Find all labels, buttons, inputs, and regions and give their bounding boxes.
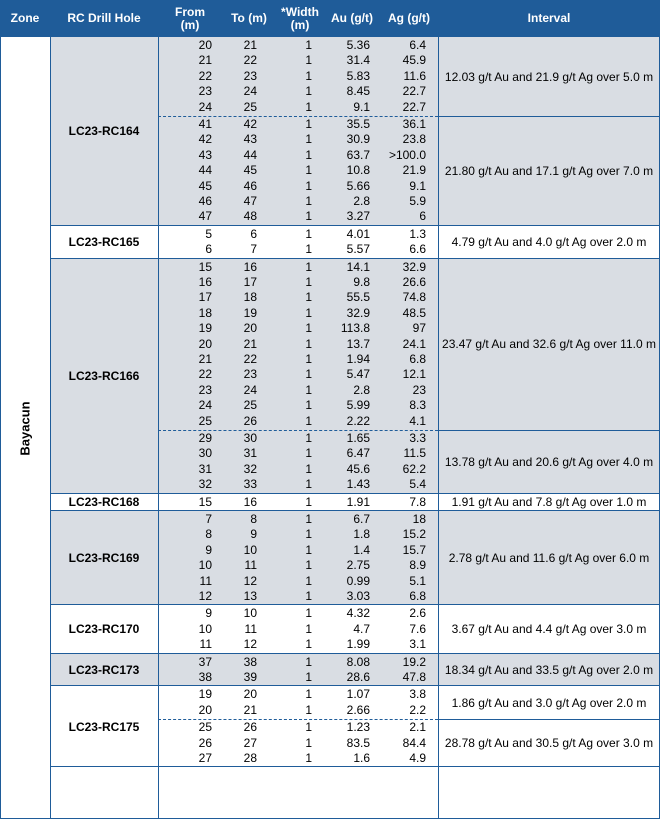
cell-to: 27: [243, 735, 257, 750]
interval-summary: 23.47 g/t Au and 32.6 g/t Ag over 11.0 m: [442, 337, 656, 352]
cell-from: 38: [198, 670, 212, 684]
cell-au: 2.8: [353, 382, 370, 397]
cell-from: 29: [198, 431, 212, 445]
header-from: From (m): [158, 0, 222, 37]
cell-from: 10: [198, 558, 212, 573]
cell-ag: 5.4: [409, 477, 426, 492]
cell-to: 28: [243, 751, 257, 765]
cell-au: 28.6: [346, 670, 370, 684]
cell-width: 1: [305, 163, 312, 178]
cell-to: 19: [243, 305, 257, 320]
cell-width: 1: [305, 68, 312, 83]
cell-width: 1: [305, 670, 312, 684]
cell-from: 6: [205, 242, 212, 257]
cell-ag: 23: [412, 382, 426, 397]
cell-au: 5.36: [346, 38, 370, 52]
header-interval: Interval: [438, 0, 660, 37]
cell-width: 1: [305, 702, 312, 717]
cell-from: 23: [198, 84, 212, 99]
cell-au: 5.47: [346, 367, 370, 382]
drill-hole-name: LC23-RC166: [68, 369, 140, 384]
interval-summary: 4.79 g/t Au and 4.0 g/t Ag over 2.0 m: [451, 235, 647, 250]
cell-to: 11: [244, 558, 257, 573]
cell-width: 1: [305, 53, 312, 68]
cell-width: 1: [305, 461, 312, 476]
cell-from: 45: [198, 178, 212, 193]
cell-width: 1: [305, 275, 312, 289]
cell-width: 1: [305, 290, 312, 305]
cell-ag: 2.6: [409, 606, 426, 621]
cell-ag: 32.9: [402, 259, 426, 274]
cell-width: 1: [305, 413, 312, 428]
drill-hole-name: LC23-RC165: [68, 235, 140, 250]
cell-from: 23: [198, 382, 212, 397]
cell-to: 25: [243, 398, 257, 413]
cell-width: 1: [305, 305, 312, 320]
cell-from: 10: [198, 621, 212, 636]
cell-to: 32: [243, 461, 257, 476]
header-rc-drill-hole: RC Drill Hole: [50, 0, 158, 37]
cell-au: 3.27: [346, 209, 370, 224]
cell-ag: 18: [412, 512, 426, 526]
cell-to: 6: [250, 226, 257, 241]
cell-width: 1: [305, 446, 312, 461]
cell-au: 14.1: [346, 259, 370, 274]
cell-au: 55.5: [346, 290, 370, 305]
cell-ag: 11.5: [403, 446, 426, 461]
cell-au: 9.8: [353, 275, 370, 289]
cell-au: 35.5: [346, 117, 370, 131]
cell-width: 1: [305, 494, 312, 509]
interval-summary: 21.80 g/t Au and 17.1 g/t Ag over 7.0 m: [444, 163, 654, 178]
cell-au: 4.01: [346, 226, 370, 241]
cell-from: 8: [205, 527, 212, 542]
cell-au: 1.23: [346, 720, 370, 735]
cell-au: 1.65: [346, 431, 370, 445]
header-zone: Zone: [0, 0, 50, 37]
interval-summary: 28.78 g/t Au and 30.5 g/t Ag over 3.0 m: [444, 736, 654, 751]
cell-to: 10: [243, 542, 257, 557]
cell-ag: 8.3: [409, 398, 426, 413]
cell-from: 11: [199, 573, 212, 588]
cell-ag: 6.8: [409, 352, 426, 366]
cell-to: 13: [243, 589, 257, 603]
cell-to: 10: [243, 606, 257, 621]
cell-to: 16: [243, 259, 257, 274]
cell-from: 20: [198, 336, 212, 351]
drill-hole-name: LC23-RC164: [68, 124, 140, 139]
cell-to: 48: [243, 209, 257, 224]
column-rule: [50, 37, 51, 819]
cell-to: 47: [243, 194, 257, 208]
cell-au: 10.8: [346, 163, 370, 178]
cell-au: 4.7: [353, 621, 370, 636]
header-ag: Ag (g/t): [380, 0, 438, 37]
cell-width: 1: [305, 558, 312, 573]
cell-ag: 3.8: [409, 687, 426, 702]
cell-width: 1: [305, 367, 312, 382]
cell-to: 9: [250, 527, 257, 542]
cell-ag: 12.1: [402, 367, 426, 382]
cell-width: 1: [305, 336, 312, 351]
cell-to: 21: [243, 336, 257, 351]
cell-au: 31.4: [346, 53, 370, 68]
cell-to: 39: [243, 670, 257, 684]
cell-au: 5.99: [346, 398, 370, 413]
cell-ag: 6.4: [409, 38, 426, 52]
cell-width: 1: [305, 720, 312, 735]
cell-to: 44: [243, 147, 257, 162]
cell-au: 8.45: [346, 84, 370, 99]
cell-width: 1: [305, 637, 312, 652]
cell-ag: 3.3: [409, 431, 426, 445]
cell-ag: 84.4: [402, 735, 426, 750]
zone-cell: [0, 37, 50, 819]
cell-from: 46: [198, 194, 212, 208]
cell-from: 16: [198, 275, 212, 289]
cell-width: 1: [305, 751, 312, 765]
drill-hole-name: LC23-RC175: [68, 719, 140, 734]
cell-ag: 97: [412, 321, 426, 336]
cell-ag: 22.7: [402, 84, 426, 99]
cell-ag: 5.9: [409, 194, 426, 208]
cell-width: 1: [305, 477, 312, 492]
cell-ag: 8.9: [409, 558, 426, 573]
cell-ag: 74.8: [402, 290, 426, 305]
cell-ag: 6.8: [409, 589, 426, 603]
cell-au: 5.66: [346, 178, 370, 193]
cell-width: 1: [305, 589, 312, 603]
drill-hole-name: LC23-RC170: [68, 622, 140, 637]
cell-to: 38: [243, 654, 257, 669]
column-rule: [438, 37, 439, 819]
drill-hole-name: LC23-RC169: [68, 551, 140, 566]
cell-ag: 21.9: [402, 163, 426, 178]
column-rule: [158, 37, 159, 819]
cell-to: 26: [243, 720, 257, 735]
cell-width: 1: [305, 542, 312, 557]
cell-from: 31: [198, 461, 212, 476]
cell-from: 5: [205, 226, 212, 241]
cell-from: 20: [198, 702, 212, 717]
cell-au: 2.8: [353, 194, 370, 208]
cell-width: 1: [305, 621, 312, 636]
cell-ag: 48.5: [402, 305, 426, 320]
cell-from: 15: [198, 259, 212, 274]
cell-to: 20: [243, 687, 257, 702]
cell-width: 1: [305, 321, 312, 336]
cell-au: 2.75: [346, 558, 370, 573]
cell-ag: 15.7: [402, 542, 426, 557]
cell-from: 17: [198, 290, 212, 305]
cell-width: 1: [305, 512, 312, 526]
cell-from: 9: [205, 542, 212, 557]
cell-to: 30: [243, 431, 257, 445]
cell-width: 1: [305, 382, 312, 397]
zone-label: Bayacun: [17, 400, 33, 456]
cell-au: 8.08: [346, 654, 370, 669]
cell-from: 15: [198, 494, 212, 509]
cell-width: 1: [305, 132, 312, 147]
cell-from: 24: [198, 99, 212, 114]
cell-ag: 4.1: [409, 413, 426, 428]
cell-ag: 15.2: [402, 527, 426, 542]
cell-ag: 24.1: [402, 336, 426, 351]
cell-ag: 9.1: [409, 178, 426, 193]
cell-ag: 3.1: [409, 637, 426, 652]
cell-width: 1: [305, 573, 312, 588]
cell-width: 1: [305, 84, 312, 99]
cell-from: 27: [198, 751, 212, 765]
header-width: *Width (m): [276, 0, 324, 37]
cell-width: 1: [305, 431, 312, 445]
cell-width: 1: [305, 178, 312, 193]
cell-to: 18: [243, 290, 257, 305]
cell-from: 12: [198, 589, 212, 603]
cell-ag: 22.7: [402, 99, 426, 114]
hole-divider: [50, 766, 660, 767]
cell-au: 32.9: [346, 305, 370, 320]
interval-summary: 1.91 g/t Au and 7.8 g/t Ag over 1.0 m: [451, 495, 647, 510]
cell-to: 17: [243, 275, 257, 289]
cell-ag: 6: [419, 209, 426, 224]
cell-au: 5.83: [346, 68, 370, 83]
cell-ag: 11.6: [403, 68, 426, 83]
cell-to: 25: [243, 99, 257, 114]
cell-to: 45: [243, 163, 257, 178]
cell-ag: 45.9: [402, 53, 426, 68]
cell-width: 1: [305, 99, 312, 114]
cell-ag: 23.8: [402, 132, 426, 147]
interval-summary: 18.34 g/t Au and 33.5 g/t Ag over 2.0 m: [444, 662, 654, 677]
cell-width: 1: [305, 194, 312, 208]
cell-to: 11: [244, 621, 257, 636]
cell-to: 26: [243, 413, 257, 428]
cell-width: 1: [305, 117, 312, 131]
cell-ag: 47.8: [402, 670, 426, 684]
cell-width: 1: [305, 259, 312, 274]
cell-from: 20: [198, 38, 212, 52]
cell-au: 1.8: [353, 527, 370, 542]
cell-to: 20: [243, 321, 257, 336]
cell-au: 9.1: [353, 99, 370, 114]
interval-summary: 3.67 g/t Au and 4.4 g/t Ag over 3.0 m: [451, 622, 647, 637]
cell-au: 1.99: [346, 637, 370, 652]
cell-from: 24: [198, 398, 212, 413]
cell-from: 19: [198, 687, 212, 702]
cell-au: 63.7: [346, 147, 370, 162]
cell-au: 1.94: [346, 352, 370, 366]
cell-au: 13.7: [346, 336, 370, 351]
cell-from: 21: [198, 352, 212, 366]
cell-from: 22: [198, 68, 212, 83]
cell-from: 25: [198, 720, 212, 735]
cell-ag: 19.2: [402, 654, 426, 669]
cell-to: 33: [243, 477, 257, 492]
interval-summary: 1.86 g/t Au and 3.0 g/t Ag over 2.0 m: [451, 695, 647, 710]
interval-summary: 12.03 g/t Au and 21.9 g/t Ag over 5.0 m: [444, 69, 654, 84]
cell-from: 18: [198, 305, 212, 320]
cell-au: 1.07: [346, 687, 370, 702]
cell-au: 2.22: [346, 413, 370, 428]
cell-au: 1.6: [353, 751, 370, 765]
cell-to: 12: [243, 637, 257, 652]
cell-width: 1: [305, 38, 312, 52]
cell-ag: 62.2: [402, 461, 426, 476]
cell-au: 113.8: [340, 321, 370, 336]
cell-to: 22: [243, 352, 257, 366]
cell-width: 1: [305, 527, 312, 542]
cell-ag: >100.0: [388, 147, 426, 162]
cell-au: 30.9: [346, 132, 370, 147]
cell-ag: 7.8: [409, 494, 426, 509]
cell-au: 3.03: [346, 589, 370, 603]
drill-hole-name: LC23-RC173: [68, 662, 140, 677]
cell-au: 6.47: [346, 446, 370, 461]
cell-to: 12: [243, 573, 257, 588]
cell-to: 8: [250, 512, 257, 526]
cell-to: 23: [243, 367, 257, 382]
cell-ag: 2.2: [409, 702, 426, 717]
cell-from: 22: [198, 367, 212, 382]
interval-summary: 13.78 g/t Au and 20.6 g/t Ag over 4.0 m: [444, 454, 654, 469]
cell-from: 41: [198, 117, 212, 131]
cell-from: 30: [198, 446, 212, 461]
cell-au: 0.99: [346, 573, 370, 588]
cell-ag: 36.1: [402, 117, 426, 131]
cell-ag: 5.1: [409, 573, 426, 588]
cell-to: 24: [243, 84, 257, 99]
cell-ag: 7.6: [409, 621, 426, 636]
interval-summary: 2.78 g/t Au and 11.6 g/t Ag over 6.0 m: [448, 551, 650, 566]
cell-to: 21: [243, 38, 257, 52]
cell-to: 7: [250, 242, 257, 257]
cell-width: 1: [305, 687, 312, 702]
cell-width: 1: [305, 352, 312, 366]
cell-width: 1: [305, 242, 312, 257]
cell-to: 22: [243, 53, 257, 68]
cell-ag: 26.6: [402, 275, 426, 289]
cell-from: 9: [205, 606, 212, 621]
cell-width: 1: [305, 398, 312, 413]
cell-width: 1: [305, 606, 312, 621]
header-to: To (m): [222, 0, 276, 37]
cell-to: 46: [243, 178, 257, 193]
cell-au: 5.57: [346, 242, 370, 257]
cell-from: 11: [199, 637, 212, 652]
left-border: [0, 37, 1, 819]
cell-from: 42: [198, 132, 212, 147]
cell-width: 1: [305, 147, 312, 162]
cell-ag: 4.9: [409, 751, 426, 765]
cell-width: 1: [305, 654, 312, 669]
cell-au: 1.43: [346, 477, 370, 492]
cell-to: 42: [243, 117, 257, 131]
cell-from: 26: [198, 735, 212, 750]
cell-from: 19: [198, 321, 212, 336]
cell-from: 37: [198, 654, 212, 669]
header-au: Au (g/t): [324, 0, 380, 37]
cell-width: 1: [305, 209, 312, 224]
cell-au: 1.4: [353, 542, 370, 557]
drill-hole-name: LC23-RC168: [68, 495, 140, 510]
cell-from: 21: [198, 53, 212, 68]
cell-ag: 2.1: [409, 720, 426, 735]
cell-from: 7: [205, 512, 212, 526]
cell-width: 1: [305, 226, 312, 241]
cell-au: 4.32: [346, 606, 370, 621]
cell-to: 24: [243, 382, 257, 397]
cell-from: 25: [198, 413, 212, 428]
cell-from: 44: [198, 163, 212, 178]
cell-from: 43: [198, 147, 212, 162]
cell-from: 32: [198, 477, 212, 492]
cell-width: 1: [305, 735, 312, 750]
cell-to: 16: [243, 494, 257, 509]
cell-ag: 1.3: [409, 226, 426, 241]
cell-to: 31: [243, 446, 257, 461]
cell-au: 2.66: [346, 702, 370, 717]
cell-from: 47: [198, 209, 212, 224]
cell-to: 21: [243, 702, 257, 717]
cell-ag: 6.6: [409, 242, 426, 257]
cell-au: 45.6: [346, 461, 370, 476]
cell-au: 6.7: [353, 512, 370, 526]
cell-to: 23: [243, 68, 257, 83]
cell-au: 83.5: [346, 735, 370, 750]
cell-to: 43: [243, 132, 257, 147]
cell-au: 1.91: [346, 494, 370, 509]
